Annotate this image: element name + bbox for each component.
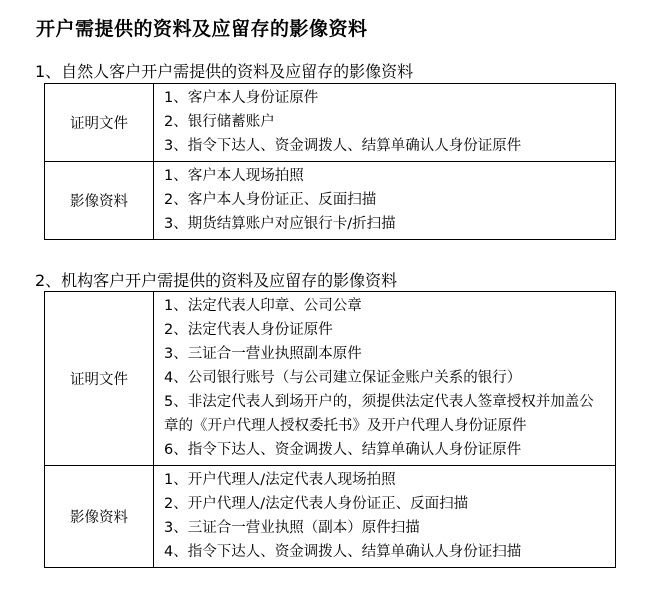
- category-cell: 证明文件: [45, 84, 154, 162]
- category-cell: 证明文件: [45, 292, 154, 466]
- list-item: 3、期货结算账户对应银行卡/折扫描: [164, 216, 396, 232]
- list-item: 1、客户本人身份证原件: [164, 90, 319, 106]
- list-item: 6、指令下达人、资金调拨人、结算单确认人身份证原件: [164, 442, 522, 458]
- section-1-title: 1、自然人客户开户需提供的资料及应留存的影像资料: [35, 62, 414, 81]
- list-item: 5、非法定代表人到场开户的，须提供法定代表人签章授权并加盖公章的《开户代理人授权委托书》及开户代理人身份证原件: [164, 394, 594, 434]
- table-row: [45, 466, 616, 568]
- list-item: 2、银行储蓄账户: [164, 114, 275, 130]
- items-cell: [154, 162, 616, 240]
- table-row: [45, 292, 616, 466]
- table-row: [45, 162, 616, 240]
- list-item: 1、开户代理人/法定代表人现场拍照: [164, 472, 396, 488]
- list-item: 4、指令下达人、资金调拨人、结算单确认人身份证扫描: [164, 544, 522, 560]
- list-item: 2、法定代表人身份证原件: [164, 322, 333, 338]
- category-cell: 影像资料: [45, 466, 154, 568]
- list-item: 2、开户代理人/法定代表人身份证正、反面扫描: [164, 496, 469, 512]
- items-cell: [154, 84, 616, 162]
- items-cell: [154, 466, 616, 568]
- list-item: 3、三证合一营业执照（副本）原件扫描: [164, 520, 420, 536]
- list-item: 2、客户本人身份证正、反面扫描: [164, 192, 377, 208]
- list-item: 3、指令下达人、资金调拨人、结算单确认人身份证原件: [164, 138, 522, 154]
- list-item: 3、三证合一营业执照副本原件: [164, 346, 362, 362]
- individual-requirements-table: [44, 83, 616, 240]
- items-cell: [154, 292, 616, 466]
- institution-requirements-table: [44, 291, 616, 568]
- list-item: 4、公司银行账号（与公司建立保证金账户关系的银行）: [164, 370, 522, 386]
- list-item: 1、法定代表人印章、公司公章: [164, 298, 362, 314]
- section-2-title: 2、机构客户开户需提供的资料及应留存的影像资料: [35, 271, 398, 290]
- category-cell: 影像资料: [45, 162, 154, 240]
- document-title: 开户需提供的资料及应留存的影像资料: [36, 18, 368, 40]
- list-item: 1、客户本人现场拍照: [164, 168, 304, 184]
- table-row: [45, 84, 616, 162]
